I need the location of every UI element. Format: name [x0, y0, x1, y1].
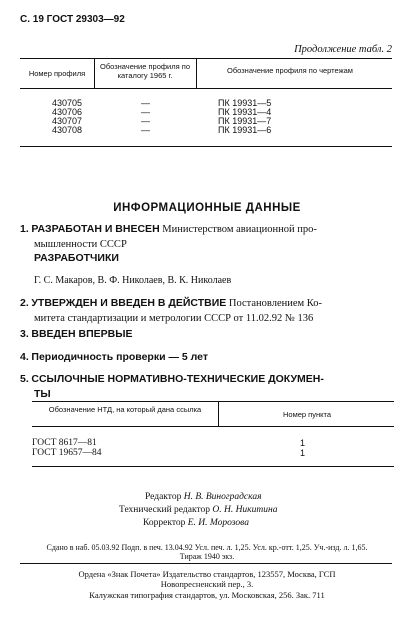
print-details: Сдано в наб. 05.03.92 Подп. в печ. 13.04.92 Усл. печ. л. 1,25. Усл. кр.-отт. 1,25. Уч.-изд. л. 1,65.: [46, 543, 368, 552]
table-row-number: 430707: [52, 116, 83, 126]
proofreader-role: Корректор: [143, 518, 186, 528]
table-row-number: 430706: [52, 107, 83, 117]
ref-table-header-rule: [32, 426, 394, 427]
item-number: 4.: [20, 351, 29, 363]
item-text-cont: мышленности СССР: [34, 239, 127, 250]
table-row-catalog: —: [141, 98, 150, 108]
ref-header-clause: Номер пункта: [282, 410, 331, 419]
table-row-drawing: ПК 19931—5: [218, 98, 272, 108]
header-catalog-designation: Обозначение профиля по каталогу 1965 г.: [100, 62, 190, 80]
editor-name: Н. В. Виноградская: [183, 492, 262, 502]
item-text-cont: митета стандартизации и метрологии СССР от 11.02.92 № 136: [34, 313, 314, 324]
table-row-catalog: —: [141, 125, 150, 135]
developers-label: РАЗРАБОТЧИКИ: [34, 252, 119, 264]
item-text: Постановлением Ко-: [228, 298, 323, 309]
item-heading: ССЫЛОЧНЫЕ НОРМАТИВНО-ТЕХНИЧЕСКИЕ ДОКУМЕН-: [31, 373, 324, 385]
item-number: 3.: [20, 328, 29, 340]
developers-names: Г. С. Макаров, В. Ф. Николаев, В. К. Николаев: [34, 275, 232, 286]
proofreader-name: Е. И. Морозова: [187, 518, 249, 528]
ref-table-bottom-rule: [32, 466, 394, 467]
item-heading: ВВЕДЕН ВПЕРВЫЕ: [31, 328, 133, 340]
info-section-title: ИНФОРМАЦИОННЫЕ ДАННЫЕ: [113, 202, 301, 214]
table-header-rule: [20, 88, 392, 89]
table-row-drawing: ПК 19931—7: [218, 116, 272, 126]
table-col-divider: [94, 58, 95, 88]
info-item-1: [20, 222, 396, 252]
item-text: Периодичность проверки — 5 лет: [31, 351, 209, 363]
printer-line: Калужская типография стандартов, ул. Московская, 256. Зак. 711: [89, 590, 325, 600]
info-item-3: [20, 327, 396, 342]
ref-header-document: Обозначение НТД, на который дана ссылка: [48, 405, 202, 414]
table-row-number: 430705: [52, 98, 83, 108]
table-row-doc: ГОСТ 8617—81: [32, 438, 97, 448]
imprint-rule: [20, 563, 392, 564]
table-bottom-rule: [20, 146, 392, 147]
item-heading: РАЗРАБОТАН И ВНЕСЕН: [31, 223, 160, 235]
editor-role: Редактор: [145, 492, 182, 502]
table-row-drawing: ПК 19931—6: [218, 125, 272, 135]
table-top-rule: [20, 58, 392, 59]
item-text: Министерством авиационной про-: [162, 224, 317, 235]
proofreader-line: [143, 516, 249, 531]
item-number: 1.: [20, 223, 29, 235]
info-item-4: [20, 350, 396, 365]
item-number: 2.: [20, 297, 29, 309]
ref-table-col-divider: [218, 401, 219, 426]
tech-editor-role: Технический редактор: [119, 505, 210, 515]
table-continuation-label: Продолжение табл. 2: [294, 44, 392, 55]
item-number: 5.: [20, 373, 29, 385]
table-row-clause: 1: [300, 438, 306, 448]
item-heading: УТВЕРЖДЕН И ВВЕДЕН В ДЕЙСТВИЕ: [31, 297, 227, 309]
print-run: Тираж 1940 экз.: [179, 552, 235, 561]
table-row-number: 430708: [52, 125, 83, 135]
developers-list: [34, 273, 410, 288]
page-header: С. 19 ГОСТ 29303—92: [20, 14, 125, 25]
item-heading-cont: ТЫ: [34, 388, 51, 400]
publisher-address: Новопресненский пер., 3.: [160, 579, 254, 589]
developers-heading: [34, 251, 410, 266]
header-profile-number: Номер профиля: [28, 69, 86, 78]
tech-editor-name: О. Н. Никитина: [212, 505, 278, 515]
ref-table-top-rule: [32, 401, 394, 402]
info-item-5: [20, 372, 396, 402]
table-row-drawing: ПК 19931—4: [218, 107, 272, 117]
header-drawing-designation: Обозначение профиля по чертежам: [227, 66, 353, 75]
table-row-catalog: —: [141, 107, 150, 117]
table-row-catalog: —: [141, 116, 150, 126]
table-col-divider: [196, 58, 197, 88]
table-row-doc: ГОСТ 19657—84: [32, 448, 102, 458]
publisher-line: Ордена «Знак Почета» Издательство стандартов, 123557, Москва, ГСП: [78, 569, 336, 579]
table-row-clause: 1: [300, 448, 306, 458]
info-item-2: [20, 296, 396, 326]
